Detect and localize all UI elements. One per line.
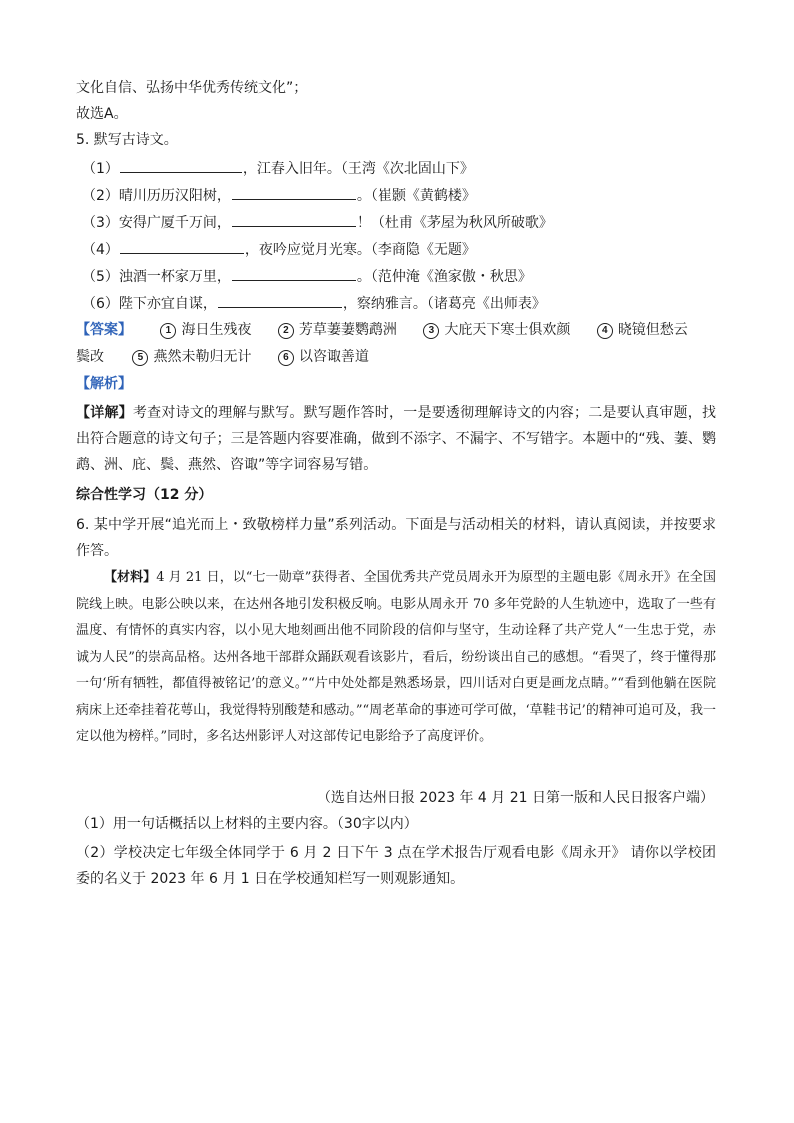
item-post: 。（范仲淹《渔家傲・秋思》 xyxy=(356,269,532,285)
question-5-title: 5. 默写古诗文。 xyxy=(76,132,178,148)
material-source: （选自达州日报 2023 年 4 月 21 日第一版和人民日报客户端） xyxy=(316,790,714,806)
circled-number: 6 xyxy=(278,350,294,366)
dictation-item-6 xyxy=(82,293,546,314)
answer-blank[interactable] xyxy=(232,185,356,200)
answer-item: 1 海日生残夜 xyxy=(160,320,251,340)
answer-line-2: 鬓改 5 燕然未勒归无计 6 以咨诹善道 xyxy=(76,349,369,365)
intro-line-1: 文化自信、弘扬中华优秀传统文化”； xyxy=(76,80,308,96)
item-pre: 晴川历历汉阳树， xyxy=(118,188,231,204)
answer-blank[interactable] xyxy=(218,293,342,308)
material-tag: 【材料】 xyxy=(104,570,157,585)
detail-tag: 【详解】 xyxy=(76,405,133,421)
item-number: （5） xyxy=(82,269,119,285)
question-6-stem: 6. 某中学开展“追光而上・致敬榜样力量”系列活动。下面是与活动相关的材料，请认真阅读，并按要求作答。 xyxy=(76,517,716,559)
answer-item: 4 晓镜但愁云 xyxy=(597,320,688,340)
circled-number: 5 xyxy=(132,350,148,366)
answer-line-1 xyxy=(76,320,688,340)
item-post: ，察纳雅言。（诸葛亮《出师表》 xyxy=(342,296,546,312)
item-post: ！（杜甫《茅屋为秋风所破歌》 xyxy=(356,215,553,231)
dictation-item-5 xyxy=(82,266,532,287)
dictation-item-4 xyxy=(82,239,476,260)
answer-blank[interactable] xyxy=(232,266,356,281)
item-pre: 陛下亦宜自谋， xyxy=(118,296,217,312)
circled-number: 4 xyxy=(597,323,613,339)
dictation-item-1 xyxy=(82,158,474,179)
item-number: （1） xyxy=(82,161,119,177)
circled-number: 3 xyxy=(423,323,439,339)
item-number: （2） xyxy=(82,188,119,204)
answer-blank[interactable] xyxy=(120,158,242,173)
material-text: 4 月 21 日，以“七一勋章”获得者、全国优秀共产党员周永开为原型的主题电影《周永开》在全国院线上映。电影公映以来，在达州各地引发积极反响。电影从周永开 70 多年党龄的人生轨迹中，选取了一些有温度、有情怀的真实内容，以小见大地刻画出他不同阶段的信仰与坚守，生动诠释了共产党人“一生忠于党，赤诚为人民”的崇高品格。达州各地干部群众踊跃观看该影片，看后，纷纷谈出自己的感想。“看哭了，终于懂得那一句‘所有牺牲，都值得被铭记’的意义。”“片中处处都是熟悉场景，四川话对白更是画龙点睛。”“看到他躺在医院病床上还牵挂着花萼山，我觉得特别酸楚和感动。”“周老革命的事迹可学可做，‘草鞋书记’的精神可追可及，我一定以他为榜样。”同时，多名达州影评人对这部传记电影给予了高度评价。 xyxy=(76,570,716,744)
sub-question-1: （1）用一句话概括以上材料的主要内容。（30字以内） xyxy=(76,816,418,832)
material-paragraph xyxy=(76,565,716,751)
analysis-tag: 【解析】 xyxy=(76,376,132,392)
section-title: 综合性学习（12 分） xyxy=(76,487,213,503)
answer-item: 5 燕然未勒归无计 xyxy=(132,347,251,367)
item-post: ，江春入旧年。（王湾《次北固山下》 xyxy=(242,161,474,177)
item-post: 。（崔颢《黄鹤楼》 xyxy=(356,188,476,204)
dictation-item-3 xyxy=(82,212,553,233)
answer-item: 3 大庇天下寒士俱欢颜 xyxy=(423,320,570,340)
detail-text: 考查对诗文的理解与默写。默写题作答时，一是要透彻理解诗文的内容；二是要认真审题，找出符合题意的诗文句子；三是答题内容要准确，做到不添字、不漏字、不写错字。本题中的“残、萋、鹦鹉、洲、庇、鬓、燕然、咨诹”等字词容易写错。 xyxy=(76,405,717,473)
answer-item: 2 芳草萋萋鹦鹉洲 xyxy=(278,320,397,340)
sub-question-2: （2）学校决定七年级全体同学于 6 月 2 日下午 3 点在学术报告厅观看电影《周永开》 请你以学校团委的名义于 2023 年 6 月 1 日在学校通知栏写一则观影通知。 xyxy=(76,845,716,887)
item-post: ，夜吟应觉月光寒。（李商隐《无题》 xyxy=(244,242,476,258)
item-number: （6） xyxy=(82,296,119,312)
circled-number: 2 xyxy=(278,323,294,339)
intro-line-2: 故选A。 xyxy=(76,106,128,122)
item-number: （3） xyxy=(82,215,119,231)
answer-tag: 【答案】 xyxy=(76,322,132,338)
circled-number: 1 xyxy=(160,323,176,339)
dictation-item-2 xyxy=(82,185,476,206)
item-number: （4） xyxy=(82,242,119,258)
answer-blank[interactable] xyxy=(232,212,356,227)
item-pre: 安得广厦千万间， xyxy=(118,215,231,231)
answer-item: 6 以咨诹善道 xyxy=(278,347,369,367)
answer-blank[interactable] xyxy=(120,239,244,254)
item-pre: 浊酒一杯家万里， xyxy=(118,269,231,285)
detail-paragraph xyxy=(76,400,716,478)
